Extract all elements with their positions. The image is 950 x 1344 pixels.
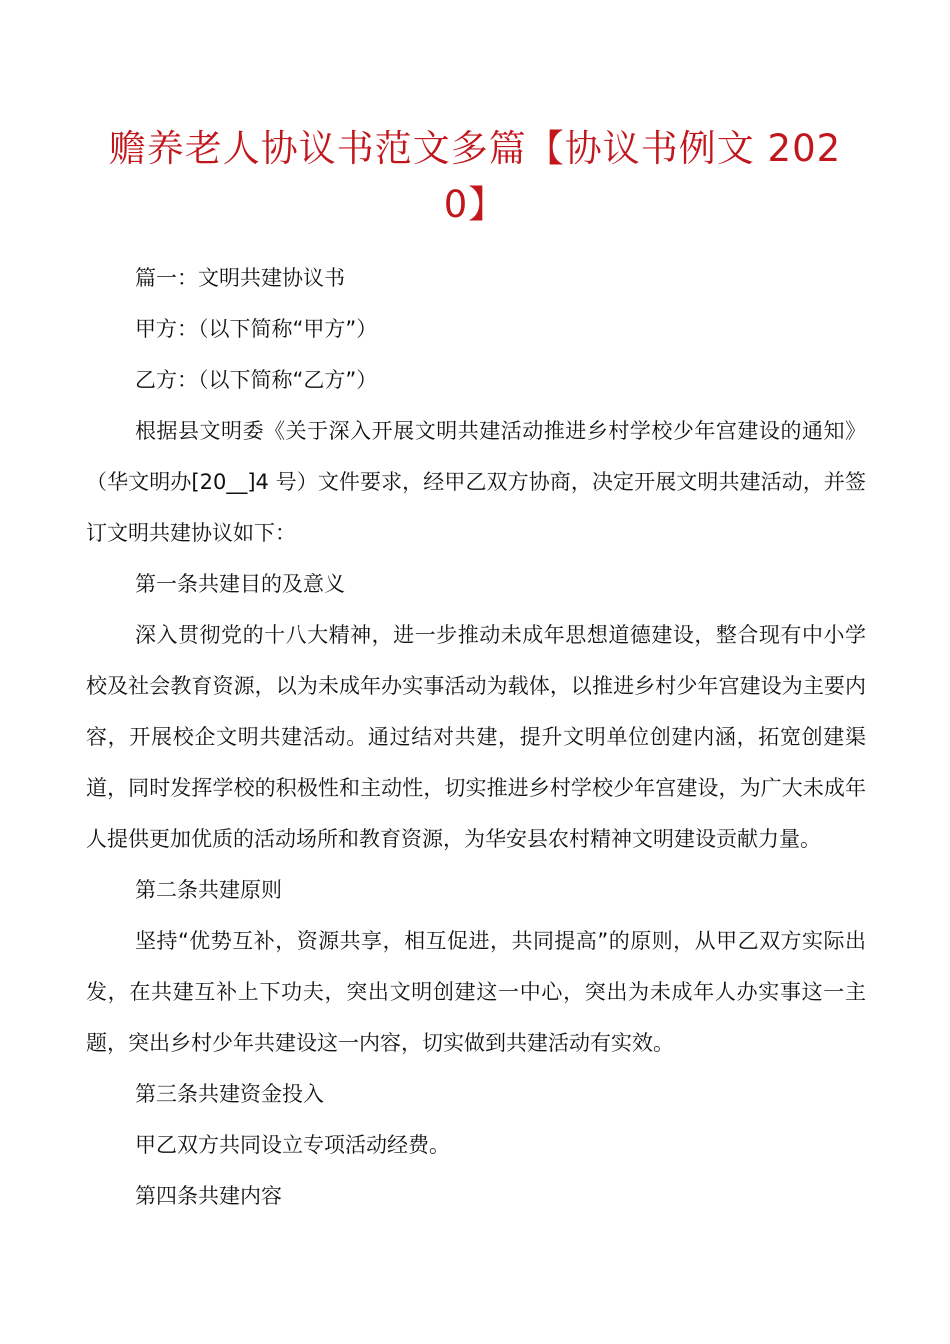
document-title	[60, 121, 890, 233]
intro-paragraph: 根据县文明委《关于深入开展文明共建活动推进乡村学校少年宫建设的通知》（华文明办[20__]4 号）文件要求，经甲乙双方协商，决定开展文明共建活动，并签订文明共建协议如下：	[86, 419, 866, 545]
party-b-line: 乙方：（以下简称“乙方”）	[135, 368, 378, 392]
article-1-heading: 第一条共建目的及意义	[135, 572, 345, 596]
section-heading: 篇一：文明共建协议书	[135, 266, 345, 290]
document-body	[86, 253, 866, 1222]
party-a-line: 甲方：（以下简称“甲方”）	[135, 317, 378, 341]
article-3-heading: 第三条共建资金投入	[135, 1082, 324, 1106]
title-line-1: 赡养老人协议书范文多篇【协议书例文 202	[108, 126, 842, 170]
title-line-2: 0】	[443, 182, 507, 226]
article-3-paragraph: 甲乙双方共同设立专项活动经费。	[135, 1133, 450, 1157]
article-2-paragraph: 坚持“优势互补，资源共享，相互促进，共同提高”的原则，从甲乙双方实际出发，在共建互补上下功夫，突出文明创建这一中心，突出为未成年人办实事这一主题，突出乡村少年共建设这一内容，切实做到共建活动有实效。	[86, 929, 866, 1055]
article-4-heading: 第四条共建内容	[135, 1184, 282, 1208]
article-1-paragraph: 深入贯彻党的十八大精神，进一步推动未成年思想道德建设，整合现有中小学校及社会教育资源，以为未成年办实事活动为载体，以推进乡村少年宫建设为主要内容，开展校企文明共建活动。通过结对共建，提升文明单位创建内涵，拓宽创建渠道，同时发挥学校的积极性和主动性，切实推进乡村学校少年宫建设，为广大未成年人提供更加优质的活动场所和教育资源，为华安县农村精神文明建设贡献力量。	[86, 623, 866, 851]
article-2-heading: 第二条共建原则	[135, 878, 282, 902]
